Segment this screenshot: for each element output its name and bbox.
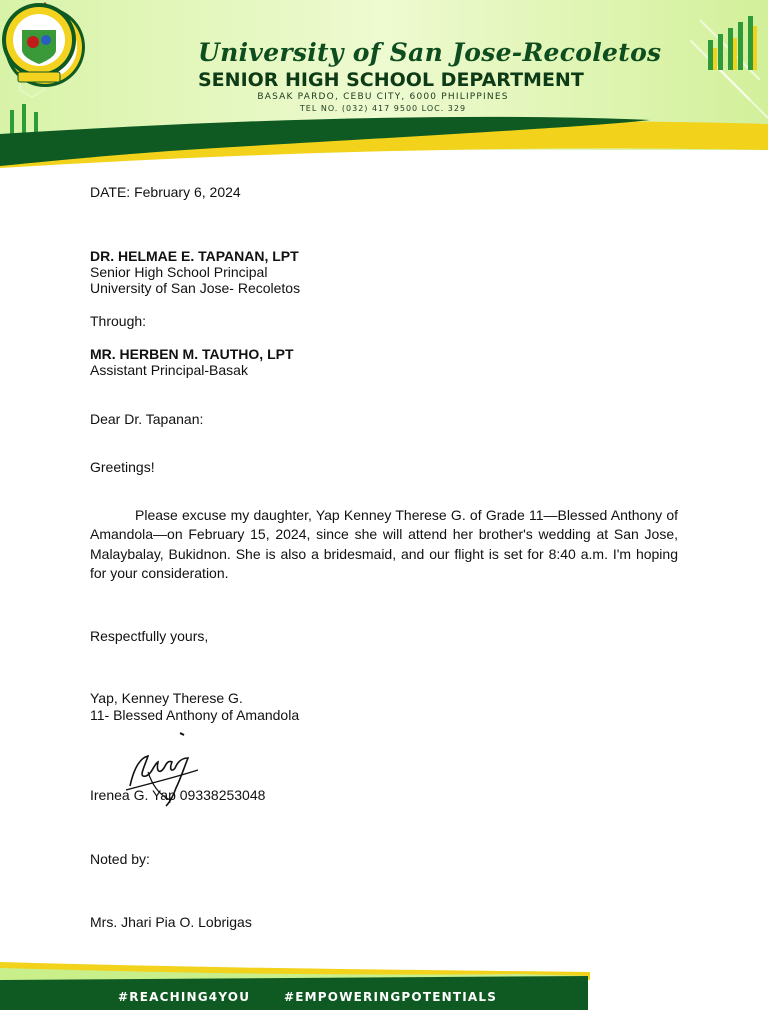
salutation: Dear Dr. Tapanan: xyxy=(90,411,204,427)
through-name: MR. HERBEN M. TAUTHO, LPT xyxy=(90,346,294,362)
recipient-title: Senior High School Principal xyxy=(90,264,268,280)
letter-date: DATE: February 6, 2024 xyxy=(90,184,241,200)
recipient-name: DR. HELMAE E. TAPANAN, LPT xyxy=(90,248,299,264)
footer-hashtag-reaching: #REACHING4YOU xyxy=(118,990,251,1004)
footer-hashtag-empowering: #EMPOWERINGPOTENTIALS xyxy=(284,990,498,1004)
student-name: Yap, Kenney Therese G. xyxy=(90,690,243,706)
shs-department-seal-icon xyxy=(0,0,78,88)
telephone: TEL NO. (032) 417 9500 LOC. 329 xyxy=(299,104,467,113)
department-name: SENIOR HIGH SCHOOL DEPARTMENT xyxy=(198,69,584,91)
student-section: 11- Blessed Anthony of Amandola xyxy=(90,707,300,723)
noted-name: Mrs. Jhari Pia O. Lobrigas xyxy=(90,914,252,930)
parent-line: Irenea G. Yap 09338253048 xyxy=(90,787,266,803)
university-name: University of San Jose-Recoletos xyxy=(198,38,662,67)
greeting: Greetings! xyxy=(90,459,155,475)
letterhead xyxy=(0,0,768,170)
address: BASAK PARDO, CEBU CITY, 6000 PHILIPPINES xyxy=(257,92,509,102)
through-title: Assistant Principal-Basak xyxy=(90,362,248,378)
letter-body: Please excuse my daughter, Yap Kenney Therese G. of Grade 11—Blessed Anthony of Amandola—on February 15, 2024, since she will attend her brother's wedding at San Jose, Malaybalay, Bukidnon. She is also a bridesmaid, and our flight is set for 8:40 a.m. I'm hoping for your consideration. xyxy=(90,507,678,581)
recipient-org: University of San Jose- Recoletos xyxy=(90,280,301,296)
through-label: Through: xyxy=(90,313,147,329)
noted-label: Noted by: xyxy=(90,851,150,867)
closing: Respectfully yours, xyxy=(90,628,209,644)
